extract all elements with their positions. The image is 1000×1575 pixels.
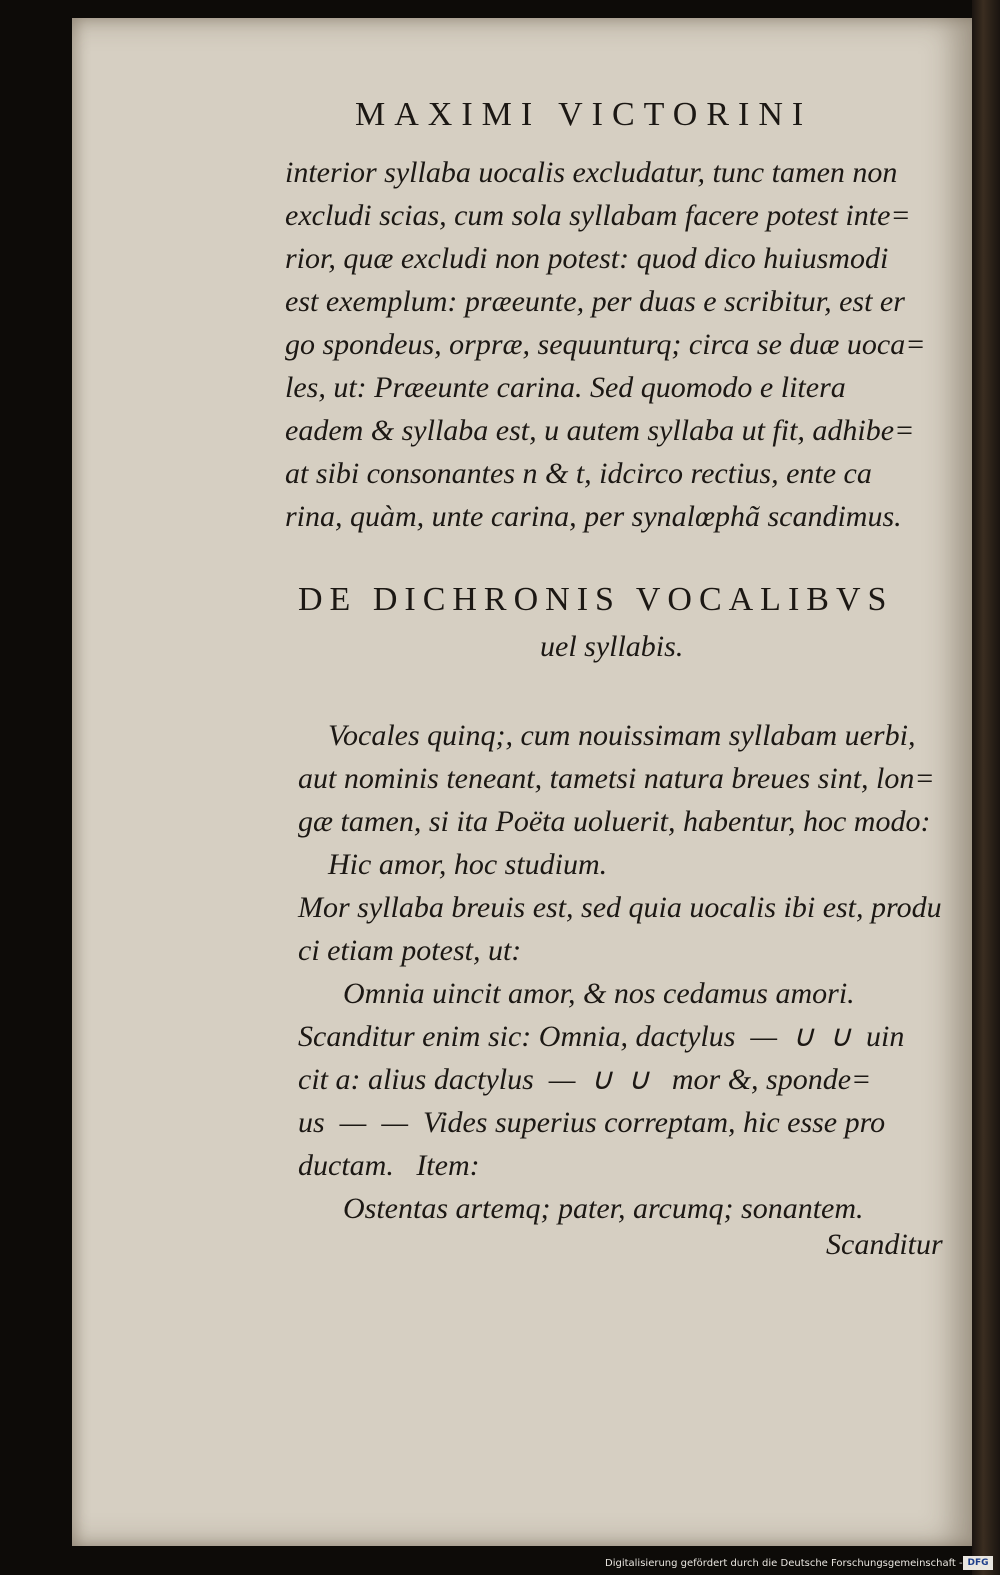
text-line: Mor syllaba breuis est, sed quia uocalis ibi est, produ [298,891,942,924]
text-line: ductam. Item: [298,1149,480,1182]
running-head: MAXIMI VICTORINI [355,96,813,133]
text-line: Scanditur enim sic: Omnia, dactylus — ∪ ∪ uin [298,1020,905,1053]
section-subheading: uel syllabis. [540,630,684,663]
text-line: est exemplum: præeunte, per duas e scribitur, est er [285,285,905,318]
text-line: aut nominis teneant, tametsi natura breues sint, lon= [298,762,935,795]
text-line: rina, quàm, unte carina, per synalœphã scandimus. [285,500,902,533]
text-line: rior, quæ excludi non potest: quod dico huiusmodi [285,242,889,275]
text-line: ci etiam potest, ut: [298,934,522,967]
text-line: Hic amor, hoc studium. [298,848,608,881]
text-line: cit a: alius dactylus — ∪ ∪ mor &, sponde= [298,1063,872,1096]
text-line: go spondeus, orpræ, sequunturq; circa se duæ uoca= [285,328,926,361]
text-line: eadem & syllaba est, u autem syllaba ut fit, adhibe= [285,414,915,447]
section-heading: DE DICHRONIS VOCALIBVS [298,581,894,618]
text-line: interior syllaba uocalis excludatur, tunc tamen non [285,156,898,189]
text-line: at sibi consonantes n & t, idcirco rectius, ente ca [285,457,872,490]
catchword: Scanditur [826,1228,943,1261]
text-line: Vocales quinq;, cum nouissimam syllabam uerbi, [298,719,916,752]
text-line: excludi scias, cum sola syllabam facere potest inte= [285,199,911,232]
text-line: les, ut: Præeunte carina. Sed quomodo e litera [285,371,846,404]
text-line: Omnia uincit amor, & nos cedamus amori. [298,977,855,1010]
paragraph-1 [285,151,926,538]
text-line: gæ tamen, si ita Poëta uoluerit, habentur, hoc modo: [298,805,931,838]
digitization-credit: Digitalisierung gefördert durch die Deutsche Forschungsgemeinschaft - [605,1558,963,1569]
text-line: Ostentas artemq; pater, arcumq; sonantem. [298,1192,864,1225]
dfg-logo: DFG [963,1556,993,1570]
paragraph-2 [298,714,942,1230]
text-line: us — — Vides superius correptam, hic esse pro [298,1106,886,1139]
book-edge [972,0,1000,1575]
